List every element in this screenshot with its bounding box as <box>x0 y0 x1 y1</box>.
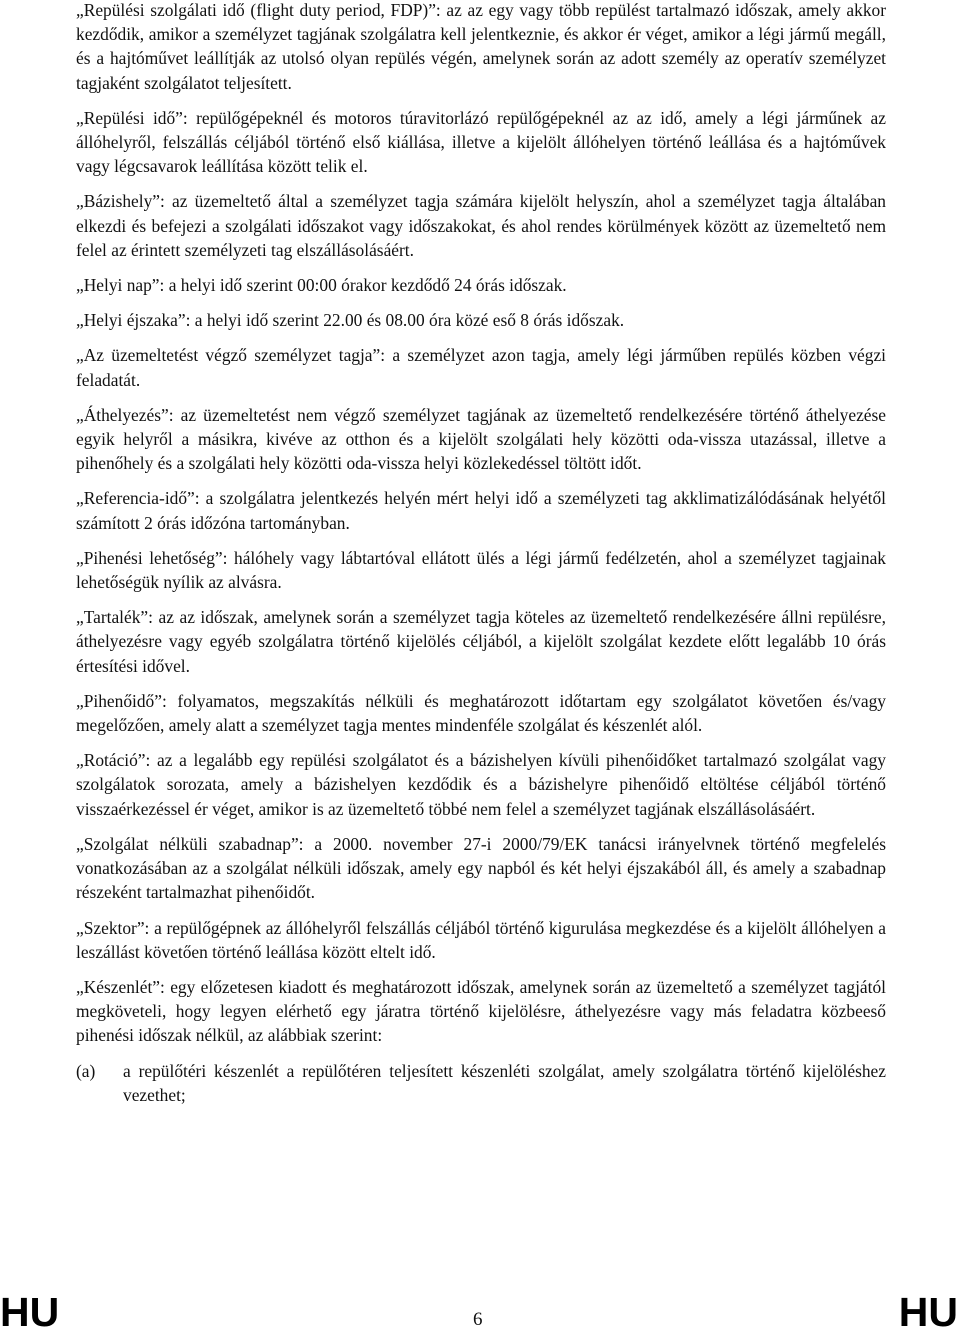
definition-rest-period: „Pihenőidő”: folyamatos, megszakítás nélküli és meghatározott időtartam egy szolgálatot követően és/vagy megelőzően, amely alatt a személyzet tagja mentes mindenféle szolgálat és készenlét alól. <box>76 690 886 736</box>
definition-reserve: „Tartalék”: az az időszak, amelynek során a személyzet tagja köteles az üzemeltető rendelkezésére állni repülésre, áthelyezésre vagy egyéb szolgálatra történő kijelölés céljából, a kijelölt szolgálat kezdete előtt legalább 10 órás értesítési idővel. <box>76 607 886 676</box>
definition-operating-crew-member: „Az üzemeltetést végző személyzet tagja”: a személyzet azon tagja, amely légi járműben repülés közben végzi feladatát. <box>76 345 886 390</box>
document-body <box>76 0 886 1107</box>
definition-rest-facility: „Pihenési lehetőség”: hálóhely vagy lábtartóval ellátott ülés a légi jármű fedélzetén, ahol a személyzet tagjainak lehetőségük nyílik az alvásra. <box>76 547 886 593</box>
page-number: 6 <box>473 1309 483 1330</box>
definition-local-night: „Helyi éjszaka”: a helyi idő szerint 22.00 és 08.00 óra közé eső 8 órás időszak. <box>76 310 625 331</box>
definition-single-day-free-of-duty: „Szolgálat nélküli szabadnap”: a 2000. november 27-i 2000/79/EK tanácsi irányelvnek történő megfelelés vonatkozásában az a szolgálat nélküli időszak, amely egy napból és két helyi éjszakából áll, és amely a szabadnap részeként tartalmazhat pihenőidőt. <box>76 833 886 903</box>
definition-local-day: „Helyi nap”: a helyi idő szerint 00:00 órakor kezdődő 24 órás időszak. <box>76 275 567 296</box>
list-item <box>76 1059 886 1107</box>
list-item-text: a repülőtéri készenlét a repülőtéren teljesített készenléti szolgálat, amely szolgálatra történő kijelöléshez vezethet; <box>123 1060 886 1105</box>
definition-rotation: „Rotáció”: az a legalább egy repülési szolgálatot és a bázishelyen kívüli pihenőidőket tartalmazó szolgálat vagy szolgálatok sorozata, amely a bázishelyen kezdődik és a bázishelyre pihenőidő eltöltése céljából történő visszaérkezéssel ér véget, amikor is az üzemeltető többé nem felel a személyzet tagjának elszállásolásáért. <box>76 750 886 819</box>
definition-flight-time: „Repülési idő”: repülőgépeknél és motoros túravitorlázó repülőgépeknél az az idő, amely a légi járműnek az állóhelyről, felszállás céljából történő első kiállása, illetve a kijelölt állóhelyen történő leállása és a hajtóművek vagy légcsavarok leállítása között telik el. <box>76 107 886 177</box>
definition-flight-duty-period: „Repülési szolgálati idő (flight duty period, FDP)”: az az egy vagy több repülést tartalmazó időszak, amely akkor kezdődik, amikor a személyzet tagjának szolgálatra kell jelentkeznie, és akkor ér véget, amikor a légi jármű megáll, és a hajtóművet leállítják az utolsó olyan repülés végén, amelynek során az adott személy az operatív személyzet tagjaként szolgálatot teljesített. <box>76 0 886 93</box>
list-item-label: (a) <box>76 1060 96 1081</box>
footer-language-code-left: HU <box>0 1289 60 1335</box>
definition-reference-time: „Referencia-idő”: a szolgálatra jelentkezés helyén mért helyi idő a személyzeti tag akklimatizálódásának helyétől számított 2 órás időzóna tartományban. <box>76 488 886 533</box>
definition-positioning: „Áthelyezés”: az üzemeltetést nem végző személyzet tagjának az üzemeltető rendelkezésére történő áthelyezése egyik helyről a másikra, kivéve az otthon és a kijelölt szolgálati hely közötti oda-vissza utazással, illetve a pihenőhely és a szolgálati hely közötti oda-vissza helyi közlekedéssel töltött időt. <box>76 404 886 474</box>
definition-sector: „Szektor”: a repülőgépnek az állóhelyről felszállás céljából történő kigurulása megkezdése és a kijelölt állóhelyen a leszállást követően történő leállása között eltelt idő. <box>76 917 886 962</box>
definition-standby: „Készenlét”: egy előzetesen kiadott és meghatározott időszak, amelynek során az üzemeltető a személyzet tagjától megköveteli, hogy legyen elérhető egy járatra történő kijelölésre, áthelyezésre vagy más feladatra közbeeső pihenési időszak nélkül, az alábbiak szerint: <box>76 976 886 1046</box>
footer-language-code-right: HU <box>898 1289 958 1335</box>
definition-home-base: „Bázishely”: az üzemeltető által a személyzet tagja számára kijelölt helyszín, ahol a személyzet tagja általában elkezdi és befejezi a szolgálati időszakot vagy időszakokat, és ahol rendes körülmények között az üzemeltető nem felel az érintett személyzeti tag elszállásolásáért. <box>76 191 886 260</box>
